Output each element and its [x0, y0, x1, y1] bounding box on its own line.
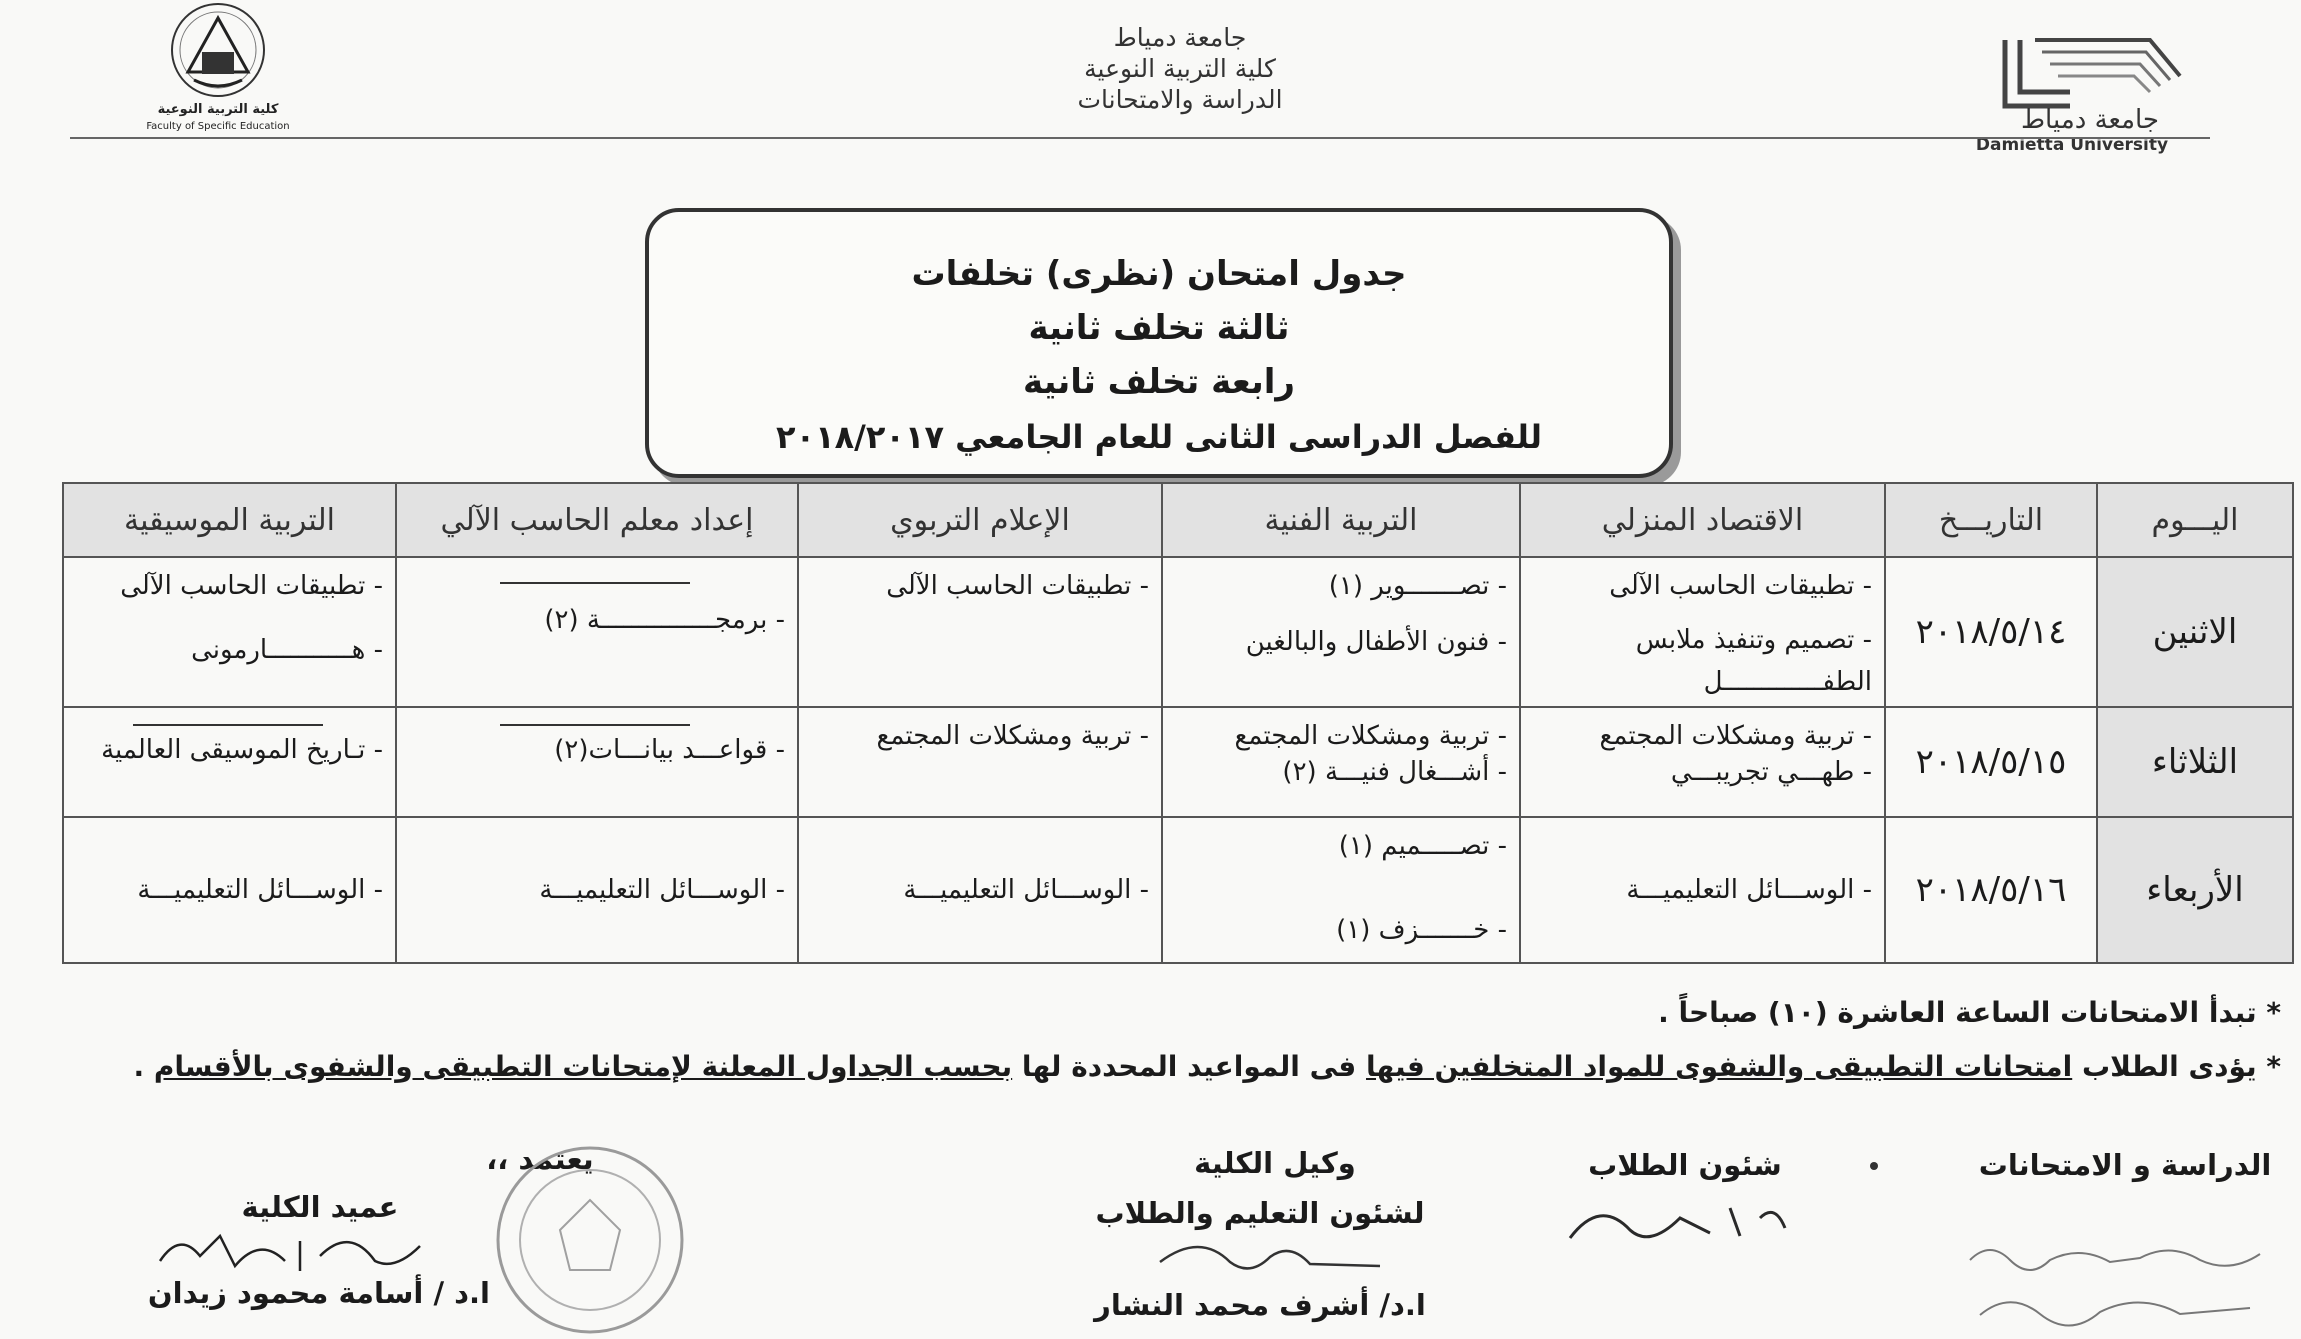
faculty-logo-subtext: Faculty of Specific Education [146, 121, 290, 132]
subject: - فنون الأطفال والبالغين [1245, 627, 1507, 657]
subject: - تطبيقات الحاسب الآلى [1609, 571, 1872, 601]
note-part: * يؤدى الطلاب [2072, 1050, 2281, 1083]
subject: - تصميم وتنفيذ ملابس [1635, 625, 1872, 655]
vice-dean-name: ا.د/ أشرف محمد النشار [1094, 1288, 1426, 1322]
title-line-3: رابعة تخلف ثانية [1023, 362, 1295, 402]
computer-teacher-cell [396, 557, 798, 707]
student-affairs-handwritten-signature [1560, 1188, 1800, 1258]
subject: - تصـــــميم (١) [1338, 831, 1507, 861]
studies-exams-signature-title: الدراسة و الامتحانات [1978, 1148, 2272, 1182]
official-stamp [460, 1140, 720, 1339]
header-line-2: كلية التربية النوعية [1084, 54, 1276, 83]
subject: الطفـــــــــــــل [1703, 667, 1872, 697]
subject: - الوســـائل التعليميـــة [137, 875, 383, 905]
art-education-cell [1162, 707, 1520, 817]
home-economics-cell [1520, 707, 1885, 817]
day-cell: الثلاثاء [2097, 707, 2293, 817]
subject: - طهـــي تجريبـــي [1670, 757, 1872, 787]
subject: - تـاريخ الموسيقى العالمية [101, 735, 383, 765]
subject: - تربية ومشكلات المجتمع [1234, 721, 1507, 751]
subject: - تطبيقات الحاسب الآلى [886, 571, 1149, 601]
educational-media-cell [798, 707, 1162, 817]
date-cell: ٢٠١٨/٥/١٤ [1885, 557, 2097, 707]
empty-slot-line [500, 582, 690, 584]
header-music-education: التربية الموسيقية [63, 483, 396, 557]
day-cell: الأربعاء [2097, 817, 2293, 963]
computer-teacher-cell [396, 817, 798, 963]
home-economics-cell [1520, 557, 1885, 707]
table-row [63, 817, 2293, 963]
note-start-time: * تبدأ الامتحانات الساعة العاشرة (١٠) صباحاً . [1658, 996, 2281, 1029]
subject: - الوســـائل التعليميـــة [903, 875, 1149, 905]
subject: - قواعـــد بيانـــات(٢) [554, 735, 785, 765]
table-row [63, 557, 2293, 707]
computer-teacher-cell [396, 707, 798, 817]
note-part-underlined: امتحانات التطبيقى والشفوى للمواد المتخلفين فيها [1366, 1050, 2073, 1083]
exam-schedule-table [62, 482, 2294, 964]
day-cell: الاثنين [2097, 557, 2293, 707]
header-day: اليـــوم [2097, 483, 2293, 557]
bullet-dot [1870, 1162, 1878, 1170]
subject: - الوســـائل التعليميـــة [539, 875, 785, 905]
music-education-cell [63, 707, 396, 817]
art-education-cell [1162, 557, 1520, 707]
subject: - تربية ومشكلات المجتمع [1599, 721, 1872, 751]
vice-dean-department: لشئون التعليم والطلاب [1095, 1196, 1425, 1230]
faculty-logo-text: كلية التربية النوعية [157, 102, 279, 117]
educational-media-cell [798, 817, 1162, 963]
header-home-economics: الاقتصاد المنزلي [1520, 483, 1885, 557]
subject: - خـــــــزف (١) [1336, 915, 1507, 945]
subject: - تربية ومشكلات المجتمع [876, 721, 1149, 751]
header-line-3: الدراسة والامتحانات [1077, 85, 1283, 114]
approved-label: يعتمد ،، [486, 1142, 594, 1176]
title-line-1: جدول امتحان (نظرى) تخلفات [911, 254, 1407, 294]
title-line-4: للفصل الدراسى الثانى للعام الجامعي ٢٠١٨/٢٠١٧ [776, 418, 1542, 456]
university-logo-text: جامعة دمياط [2021, 105, 2159, 135]
note-practical-exams [133, 1050, 2281, 1083]
title-box [645, 208, 1673, 478]
music-education-cell [63, 557, 396, 707]
subject: - الوســـائل التعليميـــة [1626, 875, 1872, 905]
date-cell: ٢٠١٨/٥/١٥ [1885, 707, 2097, 817]
header-art-education: التربية الفنية [1162, 483, 1520, 557]
header-educational-media: الإعلام التربوي [798, 483, 1162, 557]
university-header [1020, 22, 1340, 115]
vice-dean-title: وكيل الكلية [1194, 1146, 1356, 1180]
handwritten-names [1950, 1230, 2280, 1335]
faculty-logo [128, 0, 308, 135]
header-divider [70, 137, 2210, 139]
university-logo-subtext: Damietta University [1975, 135, 2169, 155]
header-date: التاريـــخ [1885, 483, 2097, 557]
student-affairs-signature-title: شئون الطلاب [1588, 1148, 1782, 1182]
educational-media-cell [798, 557, 1162, 707]
note-part-underlined: بحسب الجداول المعلنة لإمتحانات التطبيقى والشفوى بالأقسام [153, 1050, 1013, 1083]
note-part: فى المواعيد المحددة لها [1012, 1050, 1367, 1083]
dean-title: عميد الكلية [241, 1190, 399, 1224]
subject: - تصـــــــوير (١) [1328, 571, 1507, 601]
subject: - برمجـــــــــــــــة (٢) [544, 605, 785, 635]
table-header-row [63, 483, 2293, 557]
dean-handwritten-signature [150, 1216, 450, 1286]
header-line-1: جامعة دمياط [1113, 23, 1247, 52]
title-line-2: ثالثة تخلف ثانية [1028, 308, 1290, 348]
subject: - هـــــــــــارمونى [191, 635, 383, 665]
music-education-cell [63, 817, 396, 963]
empty-slot-line [500, 724, 690, 726]
dean-name: ا.د / أسامة محمود زيدان [147, 1276, 490, 1310]
note-part: . [133, 1050, 154, 1083]
table-row [63, 707, 2293, 817]
subject: - أشـــغال فنيـــة (٢) [1282, 757, 1507, 787]
home-economics-cell [1520, 817, 1885, 963]
date-cell: ٢٠١٨/٥/١٦ [1885, 817, 2097, 963]
empty-slot-line [133, 724, 323, 726]
subject: - تطبيقات الحاسب الآلى [120, 571, 383, 601]
art-education-cell [1162, 817, 1520, 963]
header-computer-teacher: إعداد معلم الحاسب الآلي [396, 483, 798, 557]
vice-dean-handwritten-signature [1140, 1222, 1400, 1292]
